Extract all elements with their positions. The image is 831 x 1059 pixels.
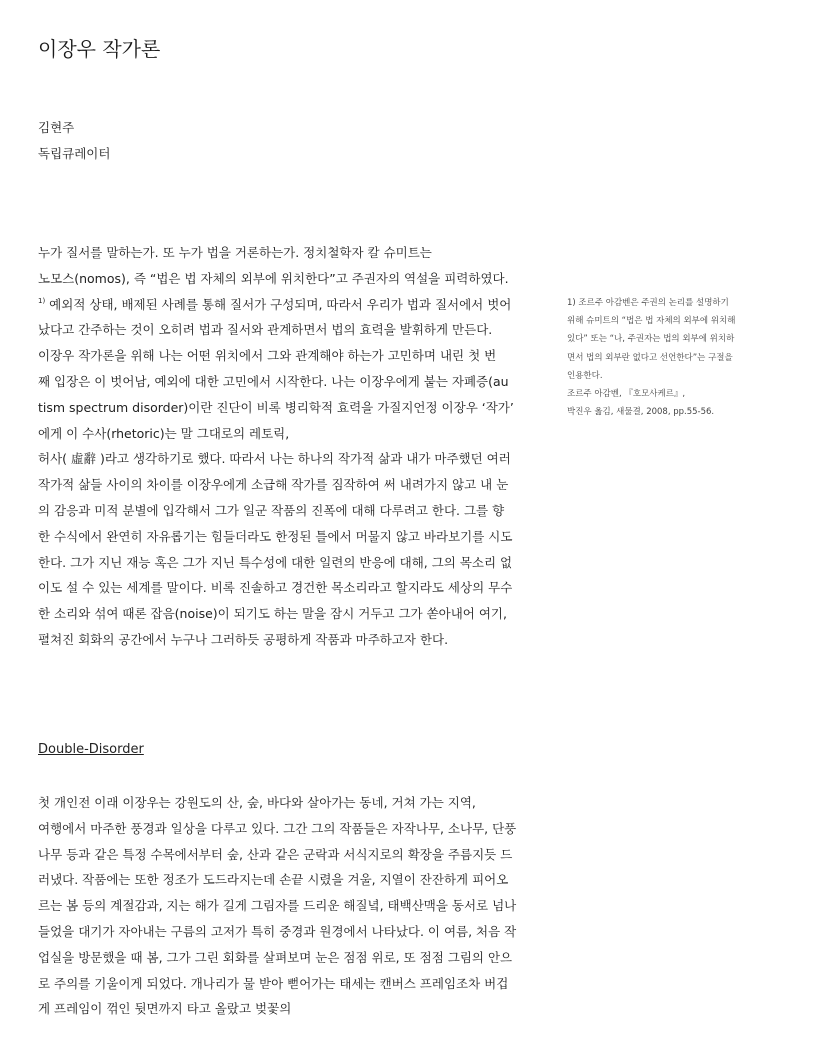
author-block — [38, 115, 110, 167]
author-role: 독립큐레이터 — [38, 146, 111, 161]
intro-paragraph — [38, 240, 530, 653]
footnote-ref[interactable]: 1) — [38, 296, 46, 305]
text-line: 에게 이 수사(rhetoric)는 말 그대로의 레토릭, — [38, 425, 290, 441]
footnote-line: 있다” 또는 “나, 주권자는 법의 외부에 위치하 — [567, 334, 735, 345]
text-line: 작가적 삶들 사이의 차이를 이장우에게 소급해 작가를 짐작하여 써 내려가지 않고 내 눈 — [38, 477, 509, 493]
section-title: Double-Disorder — [38, 742, 144, 757]
text-line: 게 프레임이 꺾인 뒷면까지 타고 올랐고 벚꽃의 — [38, 1001, 292, 1017]
text-line: 러냈다. 작품에는 또한 정조가 도드라지는데 손끝 시렸을 겨울, 지열이 잔잔하게 피어오 — [38, 872, 509, 888]
text-line: 업실을 방문했을 때 봄, 그가 그린 회화를 살펴보며 눈은 점점 위로, 또 점점 그림의 안으 — [38, 949, 513, 965]
text-line-content: 예외적 상태, 배제된 사례를 통해 질서가 구성되며, 따라서 우리가 법과 질서에서 벗어 — [49, 296, 512, 312]
text-line: 의 감응과 미적 분별에 입각해서 그가 일군 작품의 진폭에 대해 다루려고 한다. 그를 향 — [38, 502, 505, 518]
text-line: tism spectrum disorder)이란 진단이 비록 병리학적 효력을 가질지언정 이장우 ‘작가’ — [38, 399, 514, 415]
text-line: 째 입장은 이 벗어남, 예외에 대한 고민에서 시작한다. 나는 이장우에게 붙는 자폐증(au — [38, 373, 509, 389]
text-line: 한 수식에서 완연히 자유롭기는 힘들더라도 한정된 틀에서 머물지 않고 바라보기를 시도 — [38, 528, 513, 544]
text-line: 들었을 대기가 자아내는 구름의 고저가 특히 중경과 원경에서 나타났다. 이 여름, 처음 작 — [38, 923, 517, 939]
author-name: 김현주 — [38, 120, 75, 135]
text-line: 노모스(nomos), 즉 “법은 법 자체의 외부에 위치한다”고 주권자의 역설을 피력하였다. — [38, 270, 509, 286]
text-line — [38, 292, 530, 318]
footnote-line: 위해 슈미트의 “법은 법 자체의 외부에 위치해 — [567, 316, 736, 327]
footnote — [567, 294, 767, 421]
footnote-line: 박진우 옮김, 새물결, 2008, pp.55-56. — [567, 407, 715, 418]
text-line: 이도 설 수 있는 세계를 말이다. 비록 진솔하고 경건한 목소리라고 할지라도 세상의 무수 — [38, 580, 513, 596]
footnote-line: 조르주 아감벤, 『호모사케르』, — [567, 389, 686, 400]
text-line: 펼쳐진 회화의 공간에서 누구나 그러하듯 공평하게 작품과 마주하고자 한다. — [38, 631, 449, 647]
text-line: 났다고 간주하는 것이 오히려 법과 질서와 관계하면서 법의 효력을 발휘하게 만든다. — [38, 322, 493, 338]
text-line: 이장우 작가론을 위해 나는 어떤 위치에서 그와 관계해야 하는가 고민하며 내린 첫 번 — [38, 348, 497, 364]
footnote-line: 1) 조르주 아감벤은 주권의 논리를 설명하기 — [567, 298, 729, 308]
section-paragraph — [38, 790, 530, 1022]
text-line: 르는 봄 등의 계절감과, 지는 해가 길게 그림자를 드리운 해질녘, 태백산맥을 동서로 넘나 — [38, 898, 517, 914]
text-line: 한다. 그가 지닌 재능 혹은 그가 지닌 특수성에 대한 일련의 반응에 대해, 그의 목소리 없 — [38, 554, 513, 570]
footnote-line: 면서 법의 외부란 없다고 선언한다”는 구절을 — [567, 352, 733, 363]
text-line: 한 소리와 섞여 때론 잡음(noise)이 되기도 하는 말을 잠시 거두고 그가 쏟아내어 여기, — [38, 606, 507, 622]
text-line: 로 주의를 기울이게 되었다. 개나리가 물 받아 뻗어가는 태세는 캔버스 프레임조차 버겁 — [38, 975, 509, 991]
text-line: 여행에서 마주한 풍경과 일상을 다루고 있다. 그간 그의 작품들은 자작나무, 소나무, 단풍 — [38, 820, 517, 836]
footnote-line: 인용한다. — [567, 370, 603, 381]
text-line: 첫 개인전 이래 이장우는 강원도의 산, 숲, 바다와 살아가는 동네, 거쳐 가는 지역, — [38, 795, 476, 810]
text-line: 허사( 虛辭 )라고 생각하기로 했다. 따라서 나는 하나의 작가적 삶과 내가 마주했던 여러 — [38, 451, 511, 467]
text-line: 누가 질서를 말하는가. 또 누가 법을 거론하는가. 정치철학자 칼 슈미트는 — [38, 245, 432, 260]
text-line: 나무 등과 같은 특정 수목에서부터 숲, 산과 같은 군락과 서식지로의 확장을 주름지듯 드 — [38, 846, 513, 862]
page-title: 이장우 작가론 — [38, 37, 161, 61]
